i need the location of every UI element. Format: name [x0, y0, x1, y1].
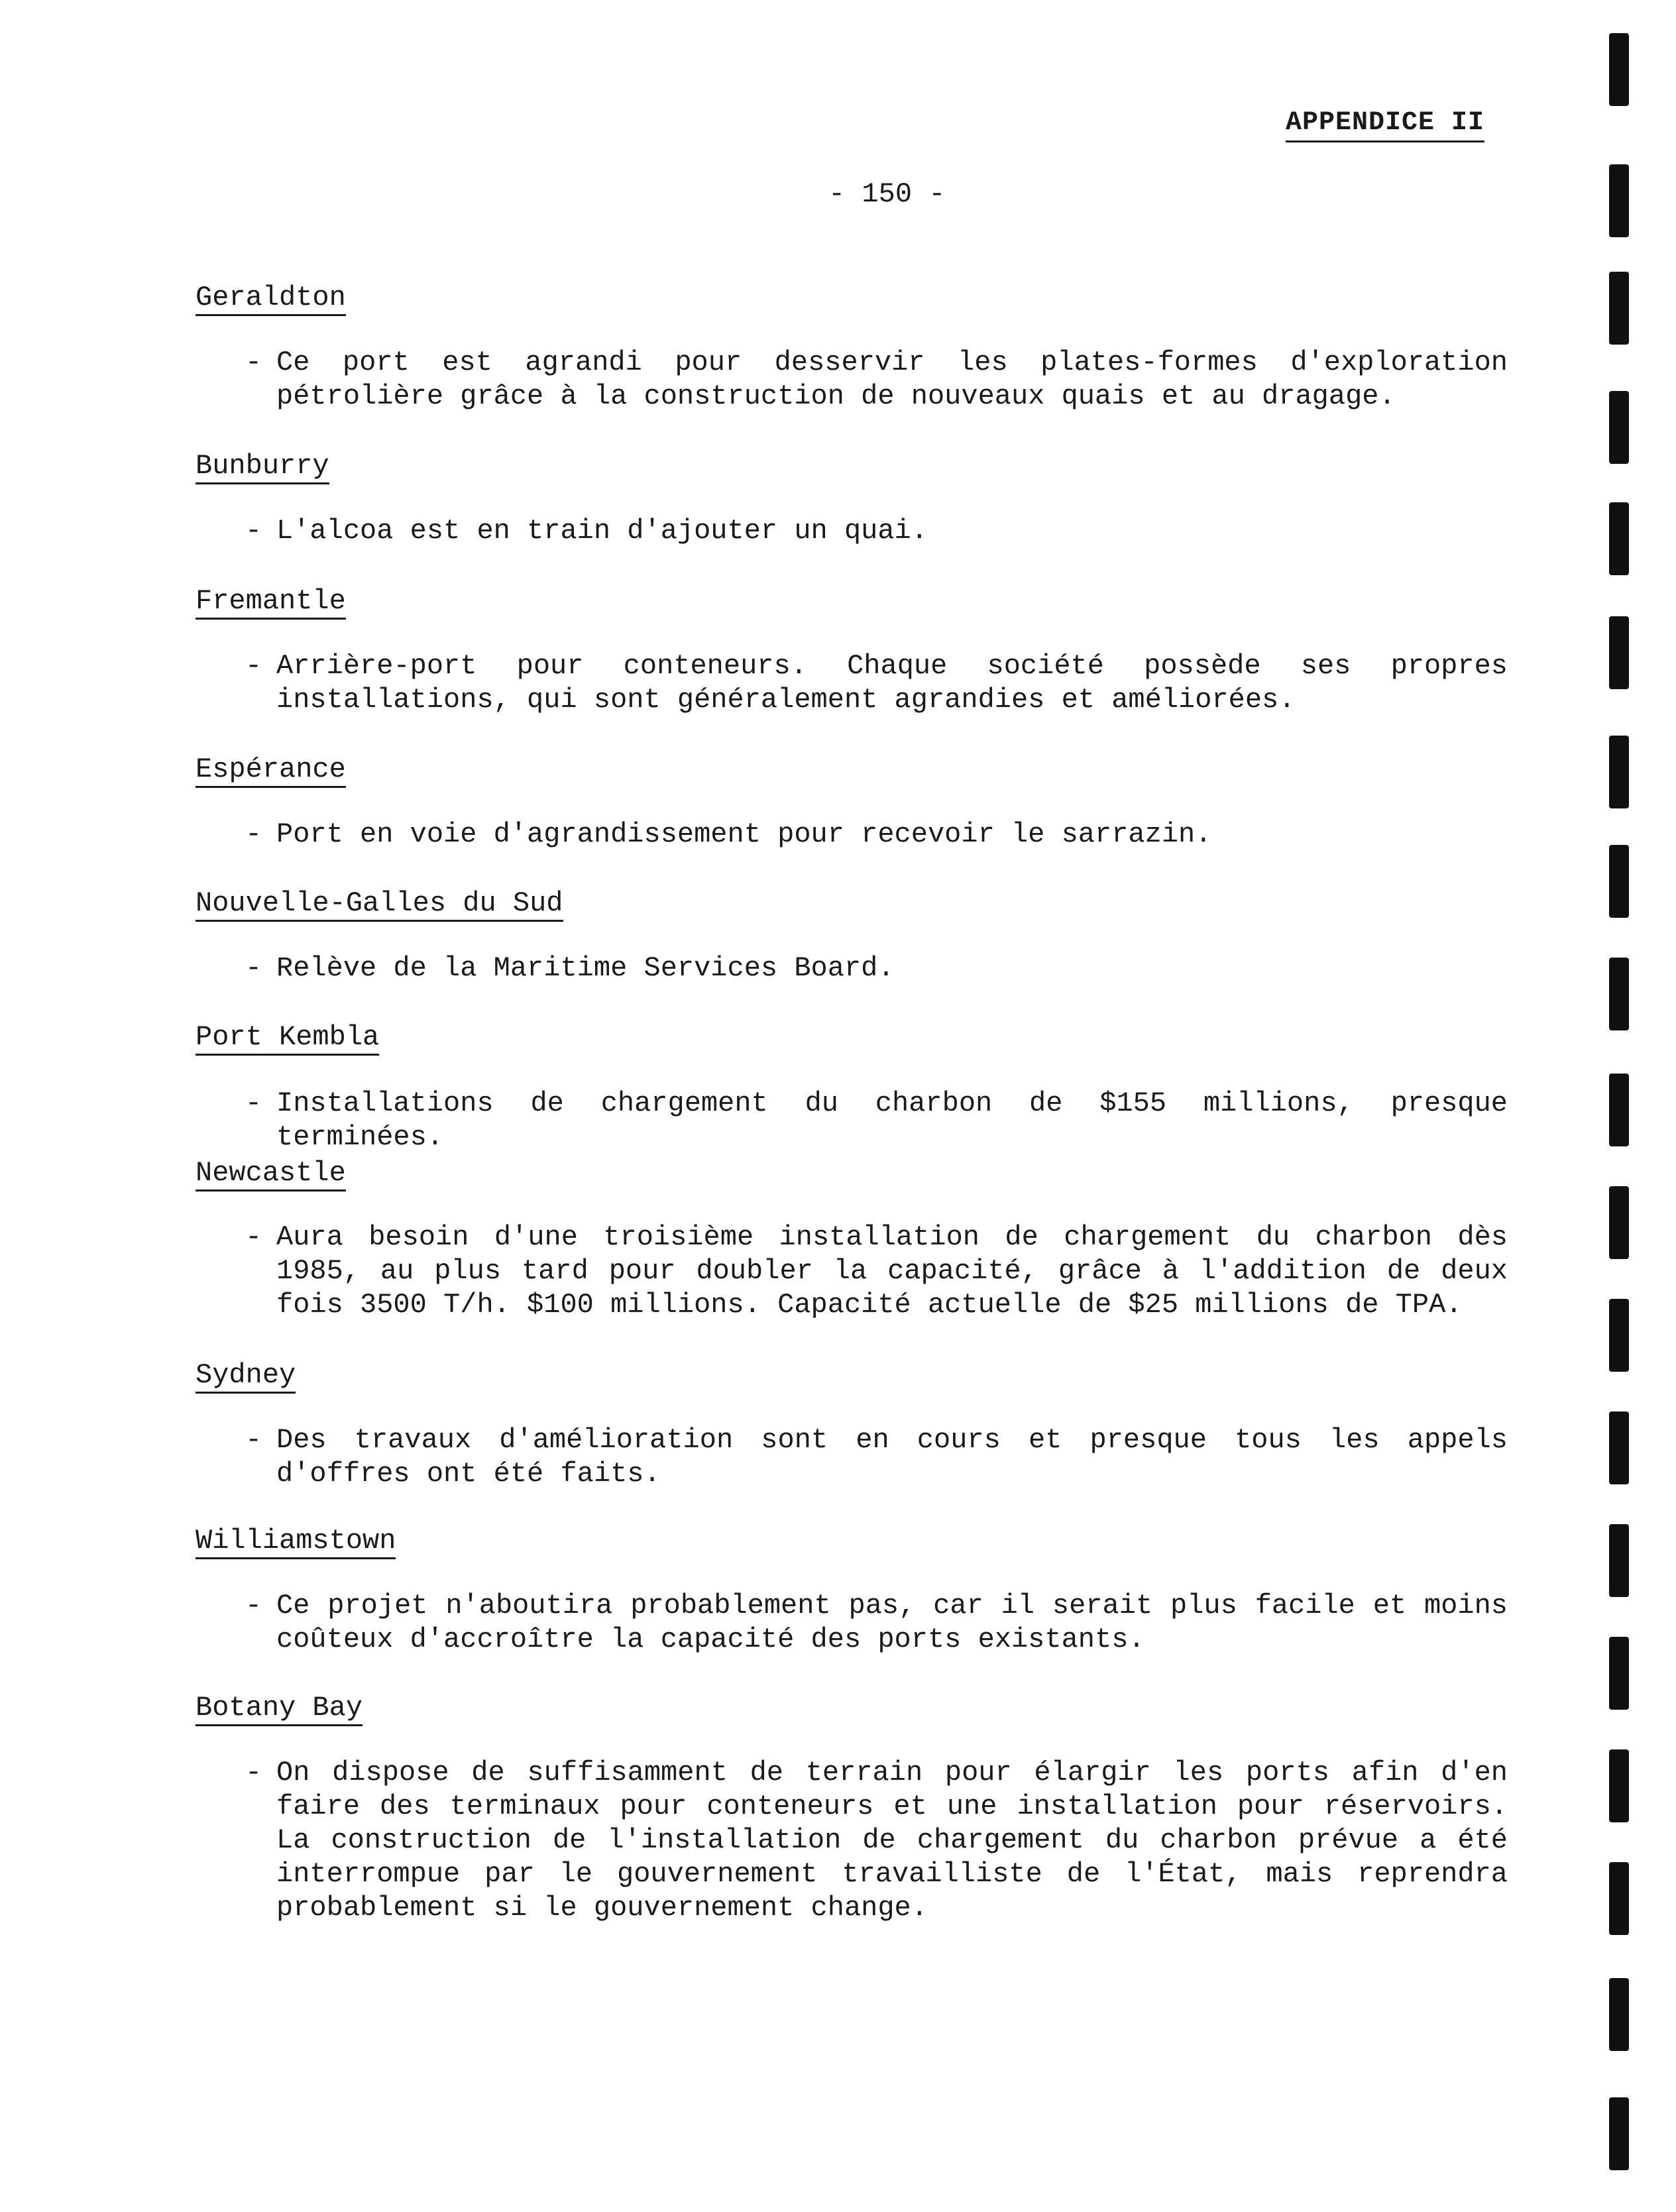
binding-hole [1609, 391, 1629, 464]
entry-dash: - [245, 1424, 262, 1456]
section-entry-fremantle [245, 649, 1508, 717]
entry-text: Aura besoin d'une troisième installation de chargement du charbon dès 1985, au plus tard pour doubler la capacité, grâce à l'addition de deux fois 3500 T/h. $100 millions. Capacité actuelle de $25 millions de TPA. [276, 1221, 1508, 1321]
binding-hole [1609, 958, 1629, 1030]
entry-text: Port en voie d'agrandissement pour recevoir le sarrazin. [276, 818, 1212, 850]
binding-hole [1609, 272, 1629, 345]
section-heading-williamstown: Williamstown [196, 1524, 396, 1559]
entry-text: L'alcoa est en train d'ajouter un quai. [276, 515, 928, 547]
section-entry-newcastle [245, 1221, 1508, 1322]
binding-hole [1609, 845, 1629, 918]
entry-text: Ce projet n'aboutira probablement pas, car il serait plus facile et moins coûteux d'accroître la capacité des ports existants. [276, 1590, 1508, 1655]
section-heading-bunburry: Bunburry [196, 449, 329, 484]
section-heading-esperance: Espérance [196, 753, 346, 788]
section-entry-sydney [245, 1423, 1508, 1491]
binding-hole [1609, 164, 1629, 237]
section-entry-bunburry [245, 514, 1508, 548]
section-heading-geraldton: Geraldton [196, 281, 346, 316]
section-entry-geraldton [245, 346, 1508, 414]
binding-hole [1609, 502, 1629, 575]
binding-hole [1609, 1186, 1629, 1259]
section-heading-botany-bay: Botany Bay [196, 1691, 363, 1726]
entry-dash: - [245, 818, 262, 850]
binding-hole [1609, 1411, 1629, 1484]
entry-dash: - [245, 515, 262, 547]
section-entry-botany-bay [245, 1756, 1508, 1925]
section-heading-fremantle: Fremantle [196, 584, 346, 620]
section-entry-nouvelle-galles-du-sud [245, 952, 1508, 985]
entry-text: Ce port est agrandi pour desservir les plates-formes d'exploration pétrolière grâce à la construction de nouveaux quais et au dragage. [276, 347, 1508, 412]
entry-dash: - [245, 1087, 262, 1119]
section-entry-port-kembla [245, 1087, 1508, 1154]
section-heading-sydney: Sydney [196, 1358, 296, 1394]
binding-hole [1609, 2097, 1629, 2170]
appendix-label: APPENDICE II [1286, 107, 1484, 142]
entry-text: On dispose de suffisamment de terrain pour élargir les ports afin d'en faire des terminaux pour conteneurs et une installation pour réservoirs. La construction de l'installation de chargement du charbon prévue a été interrompue par le gouvernement travailliste de l'État, mais reprendra probablement si le gouvernement change. [276, 1757, 1508, 1924]
entry-dash: - [245, 952, 262, 984]
binding-hole [1609, 1637, 1629, 1710]
binding-hole [1609, 1524, 1629, 1597]
page-number: - 150 - [828, 178, 946, 210]
binding-hole [1609, 1074, 1629, 1146]
entry-dash: - [245, 650, 262, 682]
entry-text: Des travaux d'amélioration sont en cours et presque tous les appels d'offres ont été faits. [276, 1424, 1508, 1490]
section-entry-esperance [245, 818, 1508, 852]
entry-text: Arrière-port pour conteneurs. Chaque société possède ses propres installations, qui sont généralement agrandies et améliorées. [276, 650, 1508, 716]
section-entry-williamstown [245, 1589, 1508, 1657]
section-heading-nouvelle-galles-du-sud: Nouvelle-Galles du Sud [196, 887, 563, 922]
binding-hole [1609, 1749, 1629, 1822]
entry-dash: - [245, 1757, 262, 1789]
entry-dash: - [245, 347, 262, 378]
binding-hole [1609, 736, 1629, 808]
entry-text: Installations de chargement du charbon de $155 millions, presque terminées. [276, 1087, 1508, 1153]
entry-dash: - [245, 1590, 262, 1622]
section-heading-newcastle: Newcastle [196, 1156, 346, 1191]
entry-text: Relève de la Maritime Services Board. [276, 952, 895, 984]
entry-dash: - [245, 1221, 262, 1253]
binding-hole [1609, 616, 1629, 689]
binding-hole [1609, 1978, 1629, 2051]
binding-hole [1609, 1862, 1629, 1935]
section-heading-port-kembla: Port Kembla [196, 1021, 379, 1056]
binding-hole [1609, 33, 1629, 106]
binding-hole [1609, 1299, 1629, 1372]
